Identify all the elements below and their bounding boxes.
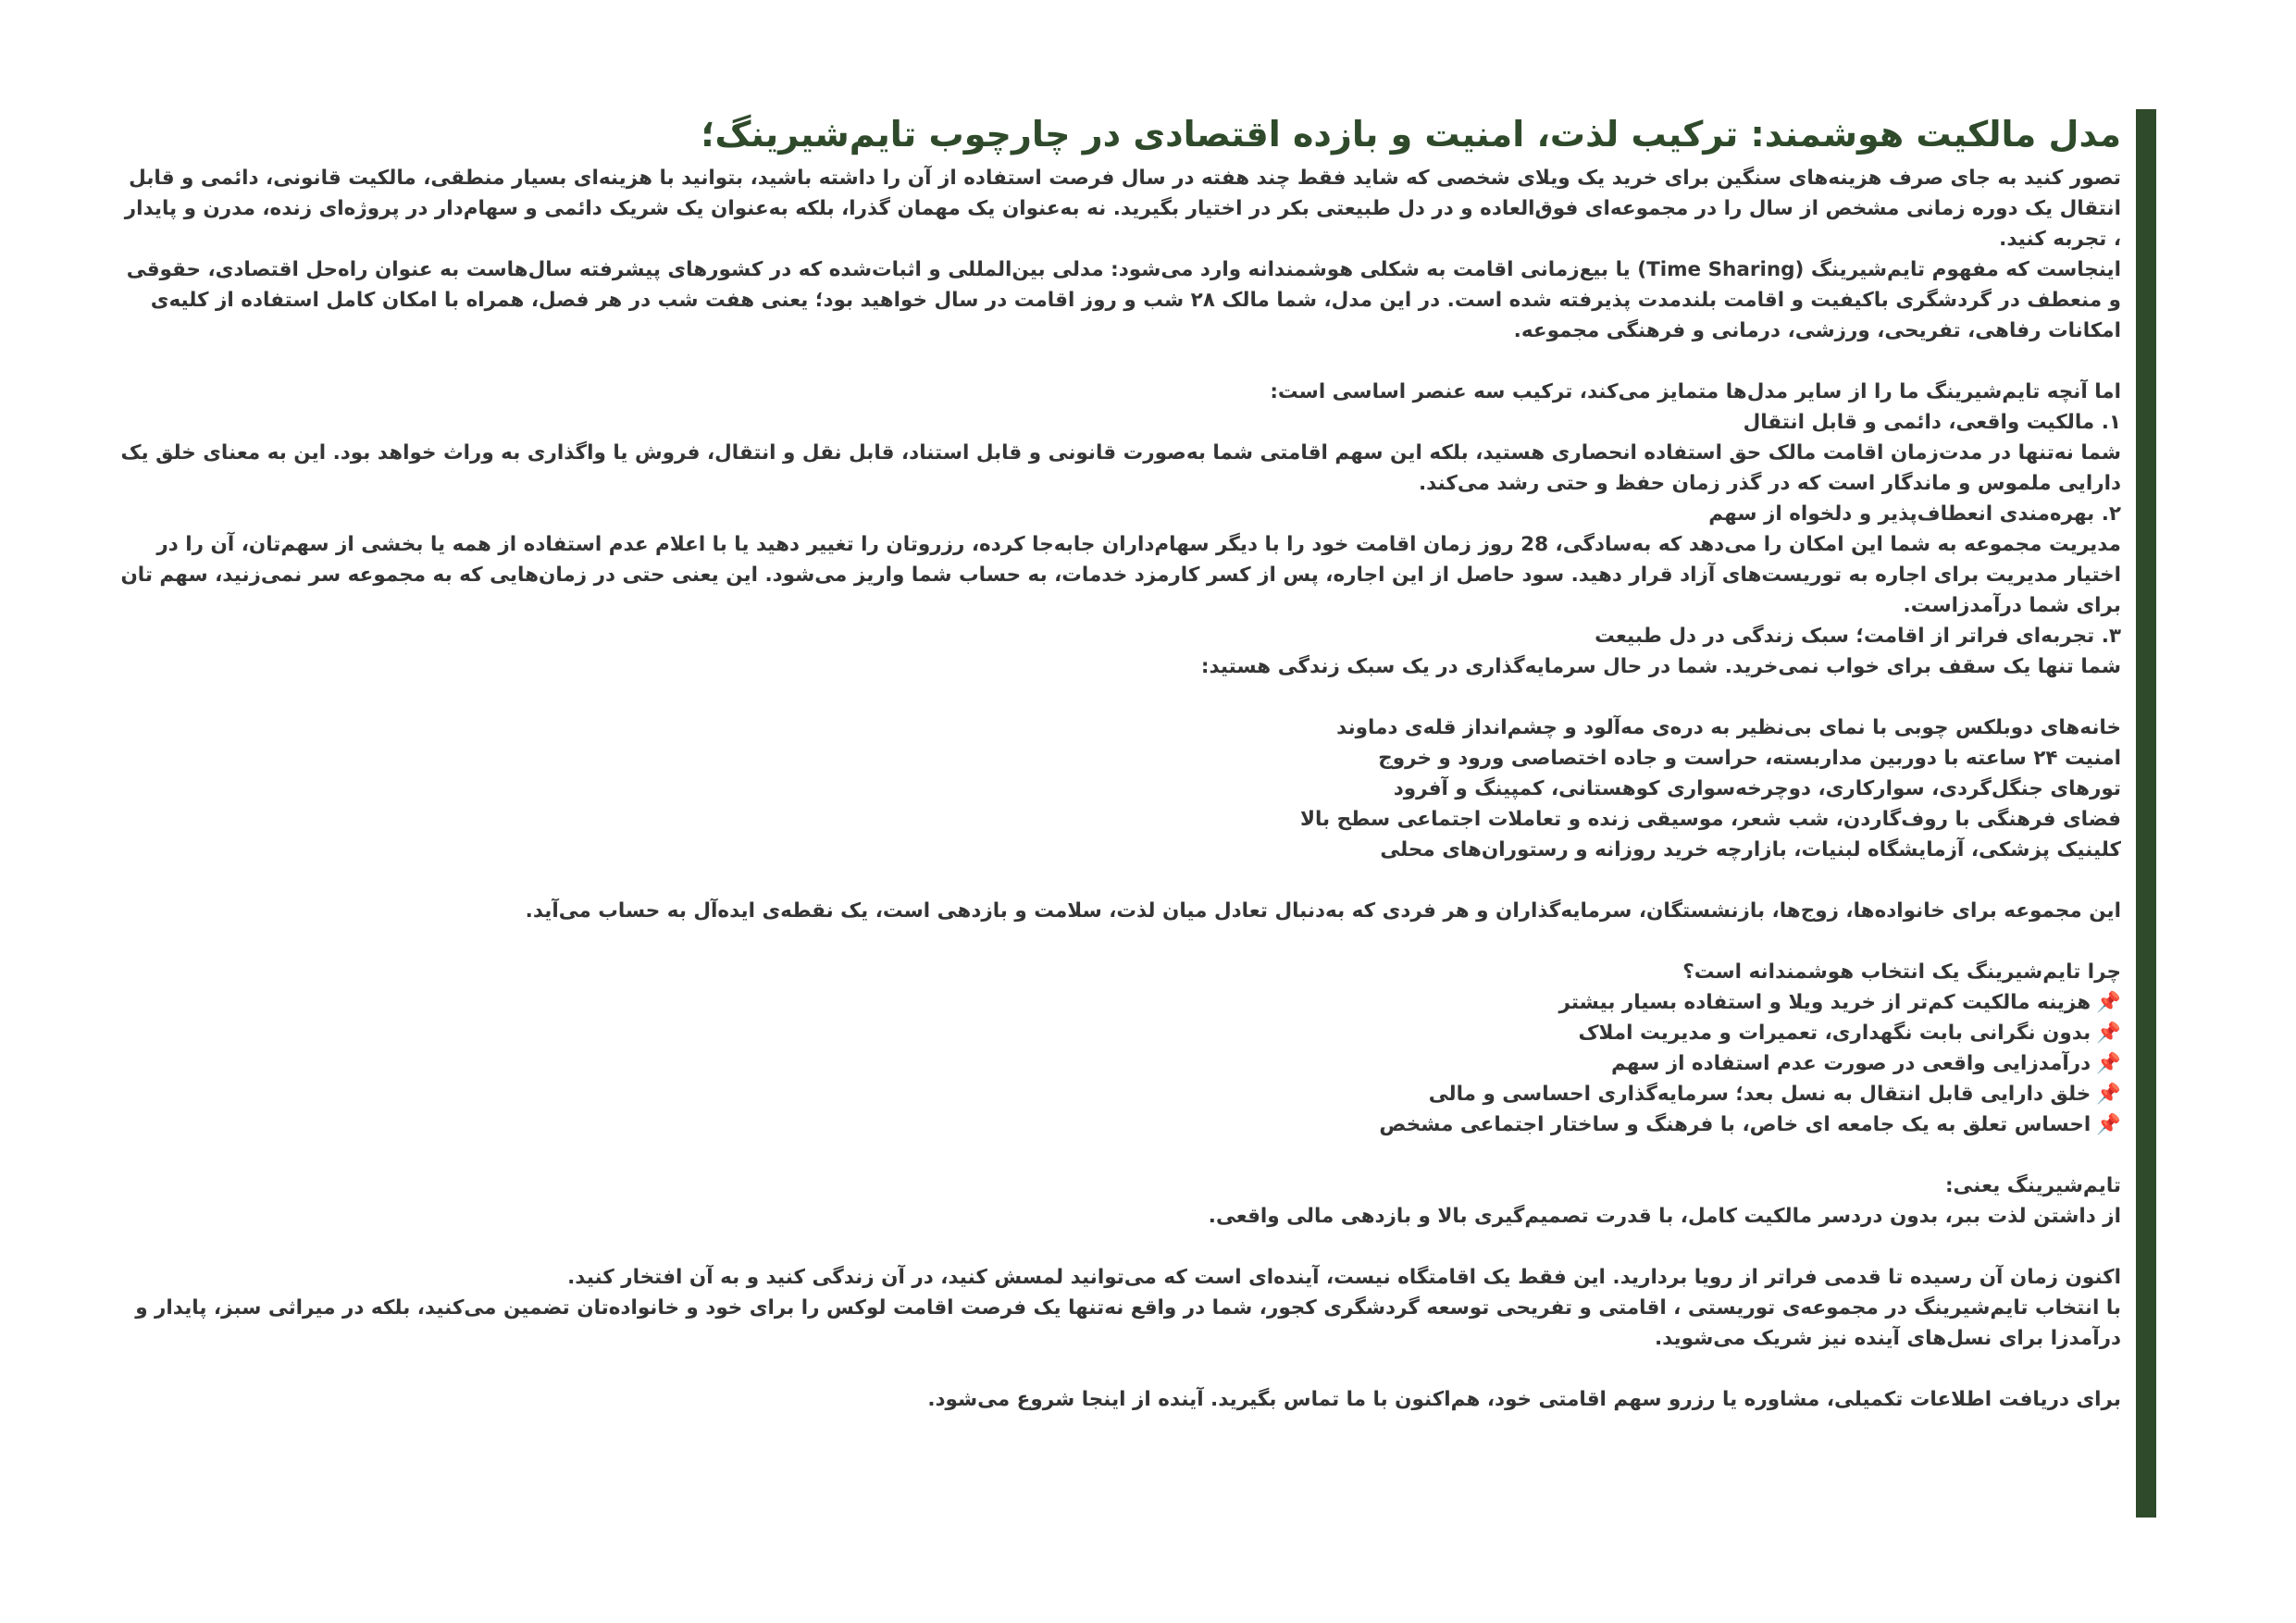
document-body <box>120 109 2121 1415</box>
closing-paragraph-1: اکنون زمان آن رسیده تا قدمی فراتر از رویا بردارید. این فقط یک اقامتگاه نیست، آینده‌ای است که می‌توانید لمسش کنید، در آن زندگی کنید و به آن افتخار کنید. <box>567 1266 2121 1289</box>
element-1-body: شما نه‌تنها در مدت‌زمان اقامت مالک حق استفاده انحصاری هستید، بلکه این سهم اقامتی شما به‌صورت قانونی و قابل استناد، قابل نقل و انتقال، فروش یا واگذاری به وراث خواهد بود. این به معنای خلق یک دارایی ملموس و ماندگار است که در گذر زمان حفظ و حتی رشد می‌کند. <box>120 441 2121 495</box>
why-list-item: 📌احساس تعلق به یک جامعه ای خاص، با فرهنگ و ساختار اجتماعی مشخص <box>1379 1113 2121 1136</box>
pushpin-icon: 📌 <box>2096 991 2121 1014</box>
elements-intro: اما آنچه تایم‌شیرینگ ما را از سایر مدل‌ها متمایز می‌کند، ترکیب سه عنصر اساسی است: <box>1270 380 2121 403</box>
page-title: مدل مالکیت هوشمند: ترکیب لذت، امنیت و بازده اقتصادی در چارچوب تایم‌شیرینگ؛ <box>701 114 2121 155</box>
why-list-item: 📌درآمدزایی واقعی در صورت عدم استفاده از سهم <box>1611 1052 2121 1075</box>
feature-item: خانه‌های دوبلکس چوبی با نمای بی‌نظیر به دره‌ی مه‌آلود و چشم‌انداز قله‌ی دماوند <box>1336 716 2121 739</box>
why-list-item: 📌بدون نگرانی بابت نگهداری، تعمیرات و مدیریت املاک <box>1578 1022 2121 1045</box>
pushpin-icon: 📌 <box>2096 1113 2121 1136</box>
meaning-heading: تایم‌شیرینگ یعنی: <box>1944 1174 2121 1197</box>
why-list-item: 📌خلق دارایی قابل انتقال به نسل بعد؛ سرمایه‌گذاری احساسی و مالی <box>1428 1083 2121 1106</box>
feature-item: امنیت ۲۴ ساعته با دوربین مداربسته، حراست و جاده اختصاصی ورود و خروج <box>1378 747 2121 770</box>
feature-item: کلینیک پزشکی، آزمایشگاه لبنیات، بازارچه خرید روزانه و رستوران‌های محلی <box>1380 838 2121 861</box>
pushpin-icon: 📌 <box>2096 1083 2121 1106</box>
why-list-item: 📌هزینه مالکیت کم‌تر از خرید ویلا و استفاده بسیار بیشتر <box>1558 991 2121 1014</box>
audience-paragraph: این مجموعه برای خانواده‌ها، زوج‌ها، بازنشستگان، سرمایه‌گذاران و هر فردی که به‌دنبال تعادل میان لذت، سلامت و بازدهی است، یک نقطه‌ی ایده‌آل به حساب می‌آید. <box>525 899 2121 923</box>
element-3-heading: ۳. تجربه‌ای فراتر از اقامت؛ سبک زندگی در دل طبیعت <box>1595 625 2121 648</box>
element-1-heading: ۱. مالکیت واقعی، دائمی و قابل انتقال <box>1743 411 2121 434</box>
pushpin-icon: 📌 <box>2096 1052 2121 1075</box>
element-2-heading: ۲. بهره‌مندی انعطاف‌پذیر و دلخواه از سهم <box>1708 502 2121 526</box>
closing-paragraph-2: با انتخاب تایم‌شیرینگ در مجموعه‌ی توریستی ، اقامتی و تفریحی توسعه گردشگری کجور، شما در واقع نه‌تنها یک فرصت اقامت لوکس را برای خود و خانواده‌تان تضمین می‌کنید، بلکه در میراثی سبز، پایدار و درآمدزا برای نسل‌های آینده نیز شریک می‌شوید. <box>135 1296 2121 1350</box>
element-2-body: مدیریت مجموعه به شما این امکان را می‌دهد که به‌سادگی، 28 روز زمان اقامت خود را با دیگر سهام‌داران جابه‌جا کرده، رزروتان را تغییر دهید یا با اعلام عدم استفاده از همه یا بخشی از سهم‌تان، آن را در اختیار مدیریت برای اجاره به توریست‌های آزاد قرار دهید. سود حاصل از این اجاره، پس از کسر کارمزد خدمات، به حساب شما واریز می‌شود. این یعنی حتی در زمان‌هایی که به مجموعه سر نمی‌زنید، سهم تان برای شما درآمدزاست. <box>120 533 2121 617</box>
intro-paragraph-1: تصور کنید به جای صرف هزینه‌های سنگین برای خرید یک ویلای شخصی که شاید فقط چند هفته در سال فرصت استفاده از آن را داشته باشید، بتوانید با هزینه‌ای بسیار منطقی، مالکیت قانونی، دائمی و قابل انتقال یک دوره زمانی مشخص از سال را در مجموعه‌ای فوق‌العاده و در دل طبیعتی بکر در اختیار بگیرید. نه به‌عنوان یک مهمان گذرا، بلکه به‌عنوان یک شریک دائمی و سهام‌دار در پروژه‌ای زنده، مدرن و پایدار ، تجربه کنید. <box>124 167 2121 251</box>
contact-paragraph: برای دریافت اطلاعات تکمیلی، مشاوره یا رزرو سهم اقامتی خود، هم‌اکنون با ما تماس بگیرید. آینده از اینجا شروع می‌شود. <box>927 1388 2121 1411</box>
intro-paragraph-2: اینجاست که مفهوم تایم‌شیرینگ (Time Sharing) یا بیع‌زمانی اقامت به شکلی هوشمندانه وارد می‌شود: مدلی بین‌المللی و اثبات‌شده که در کشورهای پیشرفته سال‌هاست به عنوان راه‌حل اقتصادی، حقوقی و منعطف در گردشگری باکیفیت و اقامت بلندمدت پذیرفته شده است. در این مدل، شما مالک ۲۸ شب و روز اقامت در سال خواهید بود؛ یعنی هفت شب در هر فصل، همراه با امکان کامل استفاده از کلیه‌ی امکانات رفاهی، تفریحی، ورزشی، درمانی و فرهنگی مجموعه. <box>126 258 2121 342</box>
feature-item: تورهای جنگل‌گردی، سوارکاری، دوچرخه‌سواری کوهستانی، کمپینگ و آفرود <box>1393 777 2121 800</box>
feature-item: فضای فرهنگی با روف‌گاردن، شب شعر، موسیقی زنده و تعاملات اجتماعی سطح بالا <box>1299 808 2121 831</box>
pushpin-icon: 📌 <box>2096 1022 2121 1045</box>
accent-vertical-bar <box>2136 109 2156 1518</box>
why-heading: چرا تایم‌شیرینگ یک انتخاب هوشمندانه است؟ <box>1682 960 2121 984</box>
element-3-body: شما تنها یک سقف برای خواب نمی‌خرید. شما در حال سرمایه‌گذاری در یک سبک زندگی هستید: <box>1200 655 2121 678</box>
meaning-body: از داشتن لذت ببر، بدون دردسر مالکیت کامل، با قدرت تصمیم‌گیری بالا و بازدهی مالی واقعی. <box>1208 1205 2121 1228</box>
